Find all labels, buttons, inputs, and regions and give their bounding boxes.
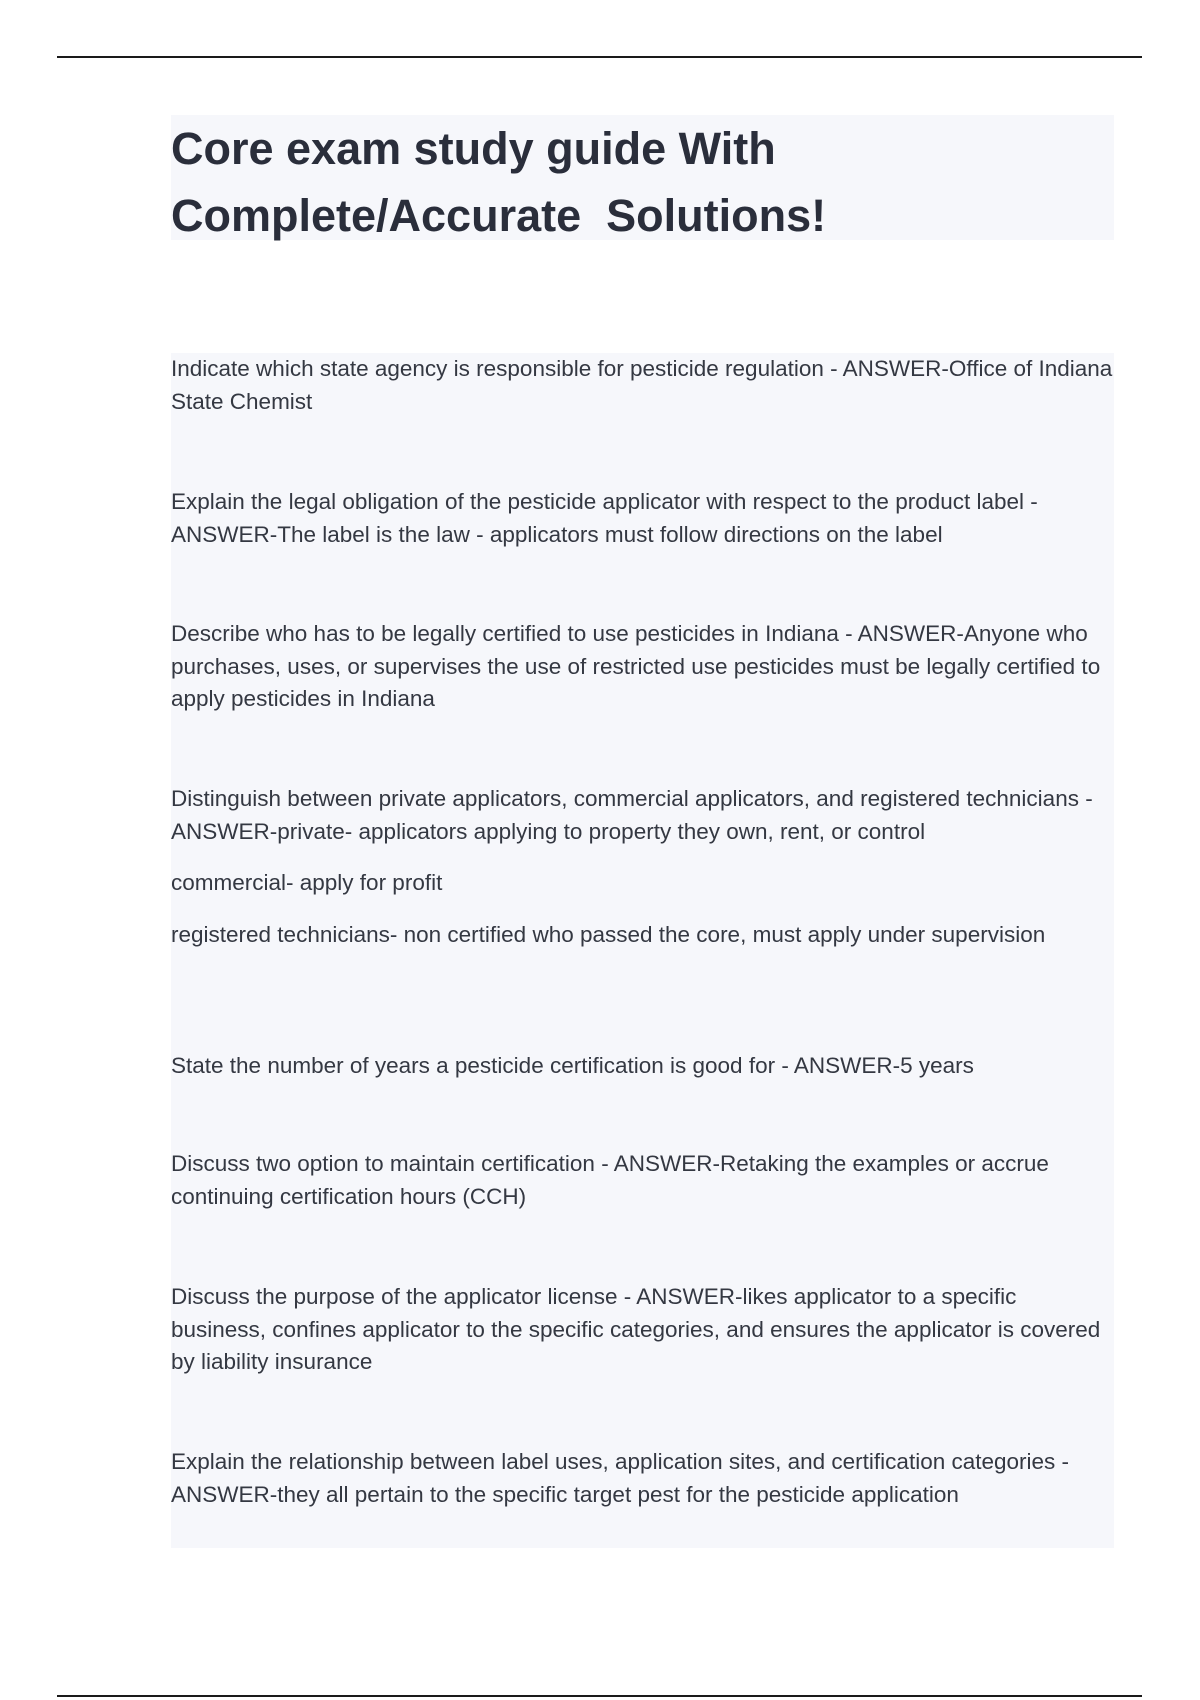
document-title: Core exam study guide With Complete/Accurate Solutions! [171, 123, 827, 241]
qa-extra-line: commercial- apply for profit [171, 870, 443, 895]
qa-text: Discuss the purpose of the applicator license - ANSWER-likes applicator to a specific business, confines applicator to the specific categories, and ensures the applicator is covered by liability insurance [171, 1284, 1101, 1374]
qa-text: Describe who has to be legally certified to use pesticides in Indiana - ANSWER-Anyone who purchases, uses, or supervises the use of restricted use pesticides must be legally certified to apply pesticides in Indiana [171, 621, 1101, 711]
qa-text: Indicate which state agency is responsible for pesticide regulation - ANSWER-Office of Indiana State Chemist [171, 356, 1113, 414]
qa-extra-line: registered technicians- non certified who passed the core, must apply under supervision [171, 921, 1046, 947]
qa-text: Distinguish between private applicators, commercial applicators, and registered technicians - ANSWER-private- applicators applying to property they own, rent, or control [171, 786, 1093, 844]
qa-item [171, 1446, 1114, 1511]
qa-text: State the number of years a pesticide certification is good for - ANSWER-5 years [171, 1053, 974, 1078]
top-rule [57, 56, 1142, 58]
bottom-rule [57, 1695, 1142, 1697]
qa-item [171, 783, 1114, 951]
qa-item [171, 353, 1114, 418]
qa-text: Explain the relationship between label uses, application sites, and certification categories - ANSWER-they all pertain to the specific target pest for the pesticide application [171, 1449, 1070, 1507]
qa-item [171, 618, 1114, 716]
qa-text: Explain the legal obligation of the pesticide applicator with respect to the product label - ANSWER-The label is the law - applicators must follow directions on the label [171, 489, 1038, 547]
title-block [171, 115, 1114, 240]
qa-item [171, 1281, 1114, 1379]
qa-list [171, 353, 1114, 1548]
qa-item [171, 1148, 1114, 1213]
qa-item [171, 1050, 1114, 1083]
qa-text: Discuss two option to maintain certification - ANSWER-Retaking the examples or accrue continuing certification hours (CCH) [171, 1151, 1049, 1209]
qa-item [171, 486, 1114, 551]
